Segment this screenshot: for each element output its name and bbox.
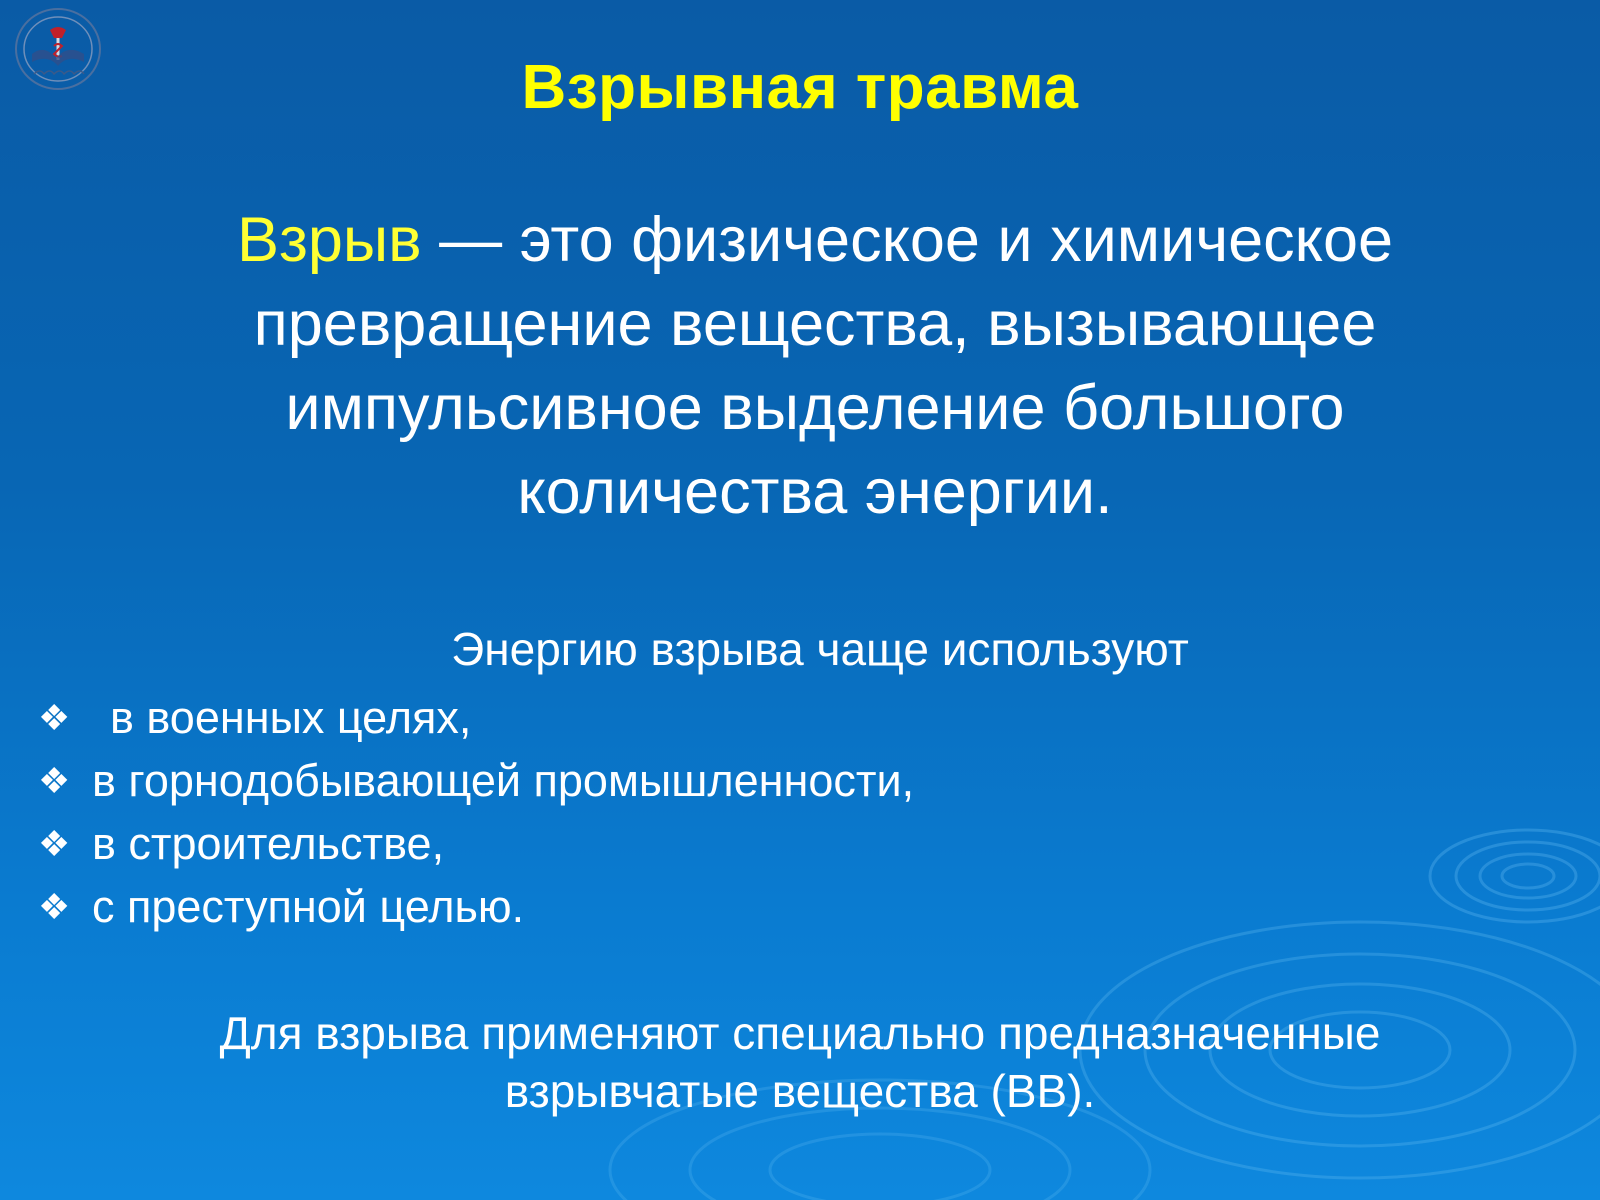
explosives-note bbox=[0, 1004, 1600, 1120]
uses-list bbox=[38, 686, 914, 938]
diamond-cluster-icon: ❖ bbox=[38, 823, 71, 864]
list-item-label: в военных целях, bbox=[110, 692, 472, 743]
slide-title: Взрывная травма bbox=[521, 53, 1079, 122]
list-item-label: в строительстве, bbox=[92, 818, 445, 869]
list-item bbox=[38, 686, 914, 749]
list-item-label: с преступной целью. bbox=[92, 881, 525, 932]
note-line: взрывчатые вещества (ВВ). bbox=[504, 1065, 1096, 1117]
definition-term: Взрыв bbox=[236, 205, 422, 275]
list-item bbox=[38, 749, 914, 812]
diamond-cluster-icon: ❖ bbox=[38, 886, 71, 927]
note-line: Для взрыва применяют специально предназначенные bbox=[219, 1007, 1381, 1059]
diamond-cluster-icon: ❖ bbox=[38, 697, 71, 738]
list-item-label: в горнодобывающей промышленности, bbox=[92, 755, 915, 806]
list-item bbox=[38, 875, 914, 938]
definition-text: — это физическое и химическое превращение вещества, вызывающее импульсивное выделение большого количества энергии. bbox=[253, 205, 1394, 527]
definition-paragraph bbox=[165, 198, 1465, 534]
list-item bbox=[38, 812, 914, 875]
diamond-cluster-icon: ❖ bbox=[38, 760, 71, 801]
uses-heading: Энергию взрыва чаще используют bbox=[451, 623, 1189, 675]
